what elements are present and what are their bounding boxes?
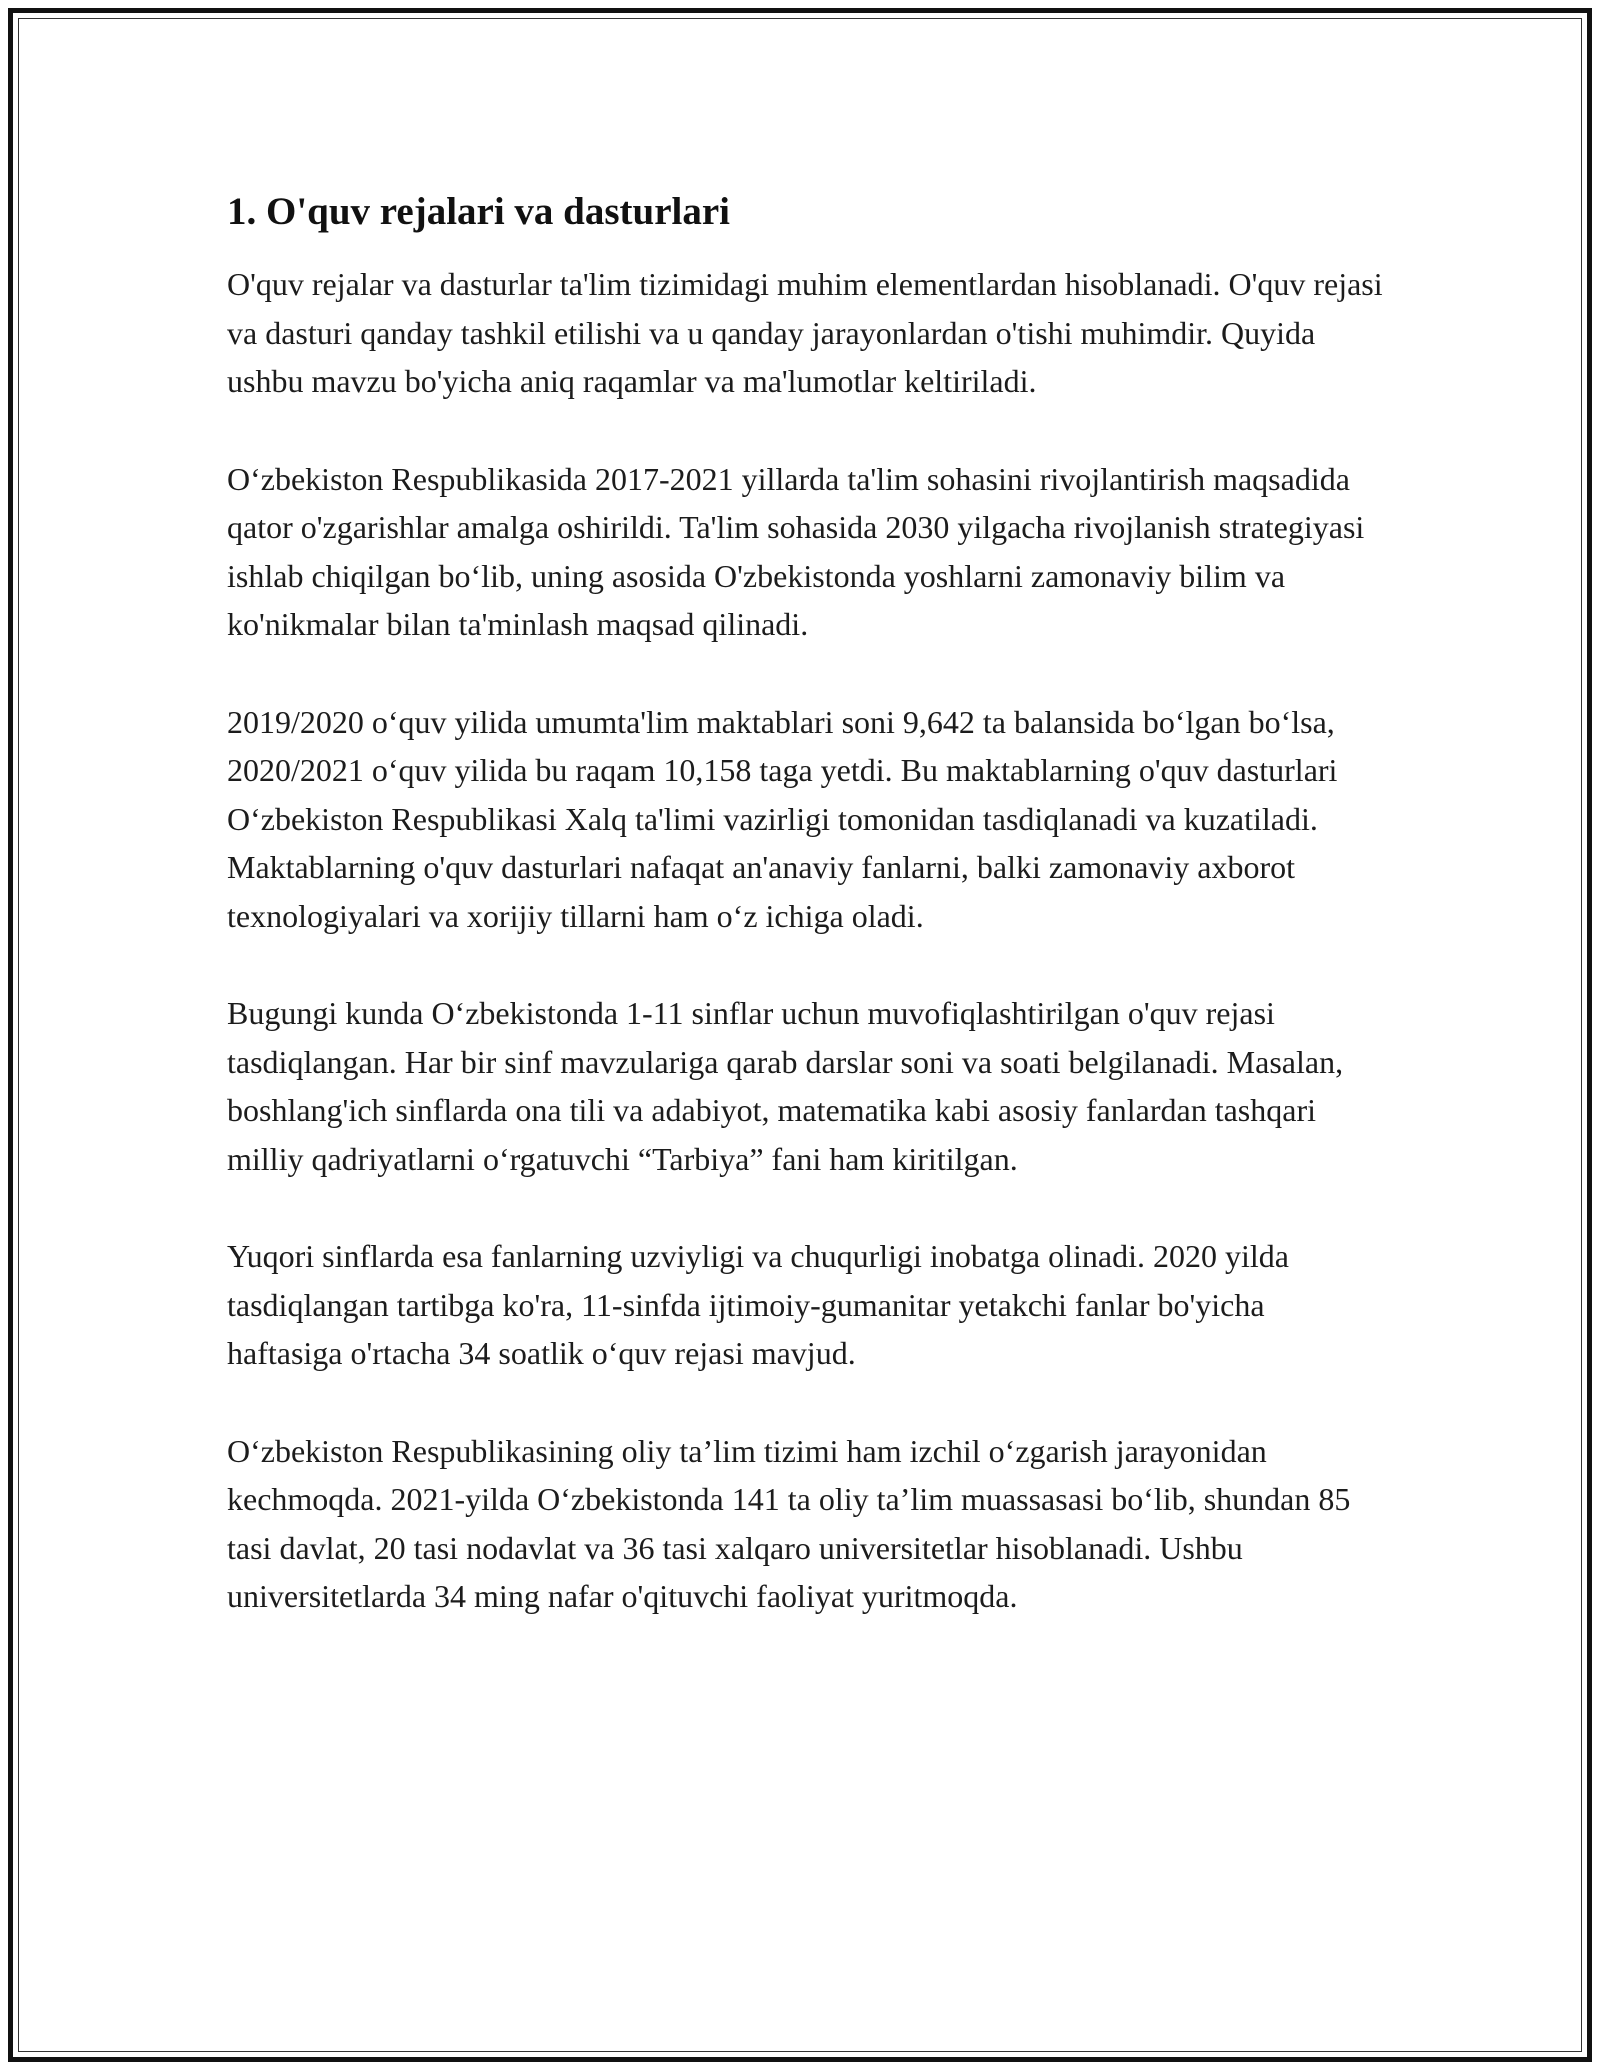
paragraph-reforms: O‘zbekiston Respublikasida 2017-2021 yillarda ta'lim sohasini rivojlantirish maqsadida qator o'zgarishlar amalga oshirildi. Ta'lim sohasida 2030 yilgacha rivojlanish strategiyasi ishlab chiqilgan bo‘lib, uning asosida O'zbekistonda yoshlarni zamonaviy bilim va ko'nikmalar bilan ta'minlash maqsad qilinadi. [227,460,1365,642]
document-body [227,186,1387,1670]
paragraph-curriculum: Bugungi kunda O‘zbekistonda 1-11 sinflar uchun muvofiqlashtirilgan o'quv rejasi tasdiqlangan. Har bir sinf mavzulariga qarab darslar soni va soati belgilanadi. Masalan, boshlang'ich sinflarda ona tili va adabiyot, matematika kabi asosiy fanlardan tashqari milliy qadriyatlarni o‘rgatuvchi “Tarbiya” fani ham kiritilgan. [227,995,1344,1177]
paragraph-intro: O'quv rejalar va dasturlar ta'lim tizimidagi muhim elementlardan hisoblanadi. O'quv rejasi va dasturi qanday tashkil etilishi va u qanday jarayonlardan o'tishi muhimdir. Quyida ushbu mavzu bo'yicha aniq raqamlar va ma'lumotlar keltiriladi. [227,266,1383,399]
paragraph-school-count: 2019/2020 o‘quv yilida umumta'lim maktablari soni 9,642 ta balansida bo‘lgan bo‘lsa, 2020/2021 o‘quv yilida bu raqam 10,158 taga yetdi. Bu maktablarning o'quv dasturlari O‘zbekiston Respublikasi Xalq ta'limi vazirligi tomonidan tasdiqlanadi va kuzatiladi. Maktablarning o'quv dasturlari nafaqat an'anaviy fanlarni, balki zamonaviy axborot texnologiyalari va xorijiy tillarni ham o‘z ichiga oladi. [227,703,1338,934]
paragraph-higher-education: O‘zbekiston Respublikasining oliy ta’lim tizimi ham izchil o‘zgarish jarayonidan kechmoqda. 2021-yilda O‘zbekistonda 141 ta oliy ta’lim muassasasi bo‘lib, shundan 85 tasi davlat, 20 tasi nodavlat va 36 tasi xalqaro universitetlar hisoblanadi. Ushbu universitetlarda 34 ming nafar o'qituvchi faoliyat yuritmoqda. [227,1432,1351,1614]
section-heading: 1. O'quv rejalari va dasturlari [227,190,731,233]
paragraph-upper-grades: Yuqori sinflarda esa fanlarning uzviyligi va chuqurligi inobatga olinadi. 2020 yilda tasdiqlangan tartibga ko'ra, 11-sinfda ijtimoiy-gumanitar yetakchi fanlar bo'yicha haftasiga o'rtacha 34 soatlik o‘quv rejasi mavjud. [227,1238,1289,1371]
